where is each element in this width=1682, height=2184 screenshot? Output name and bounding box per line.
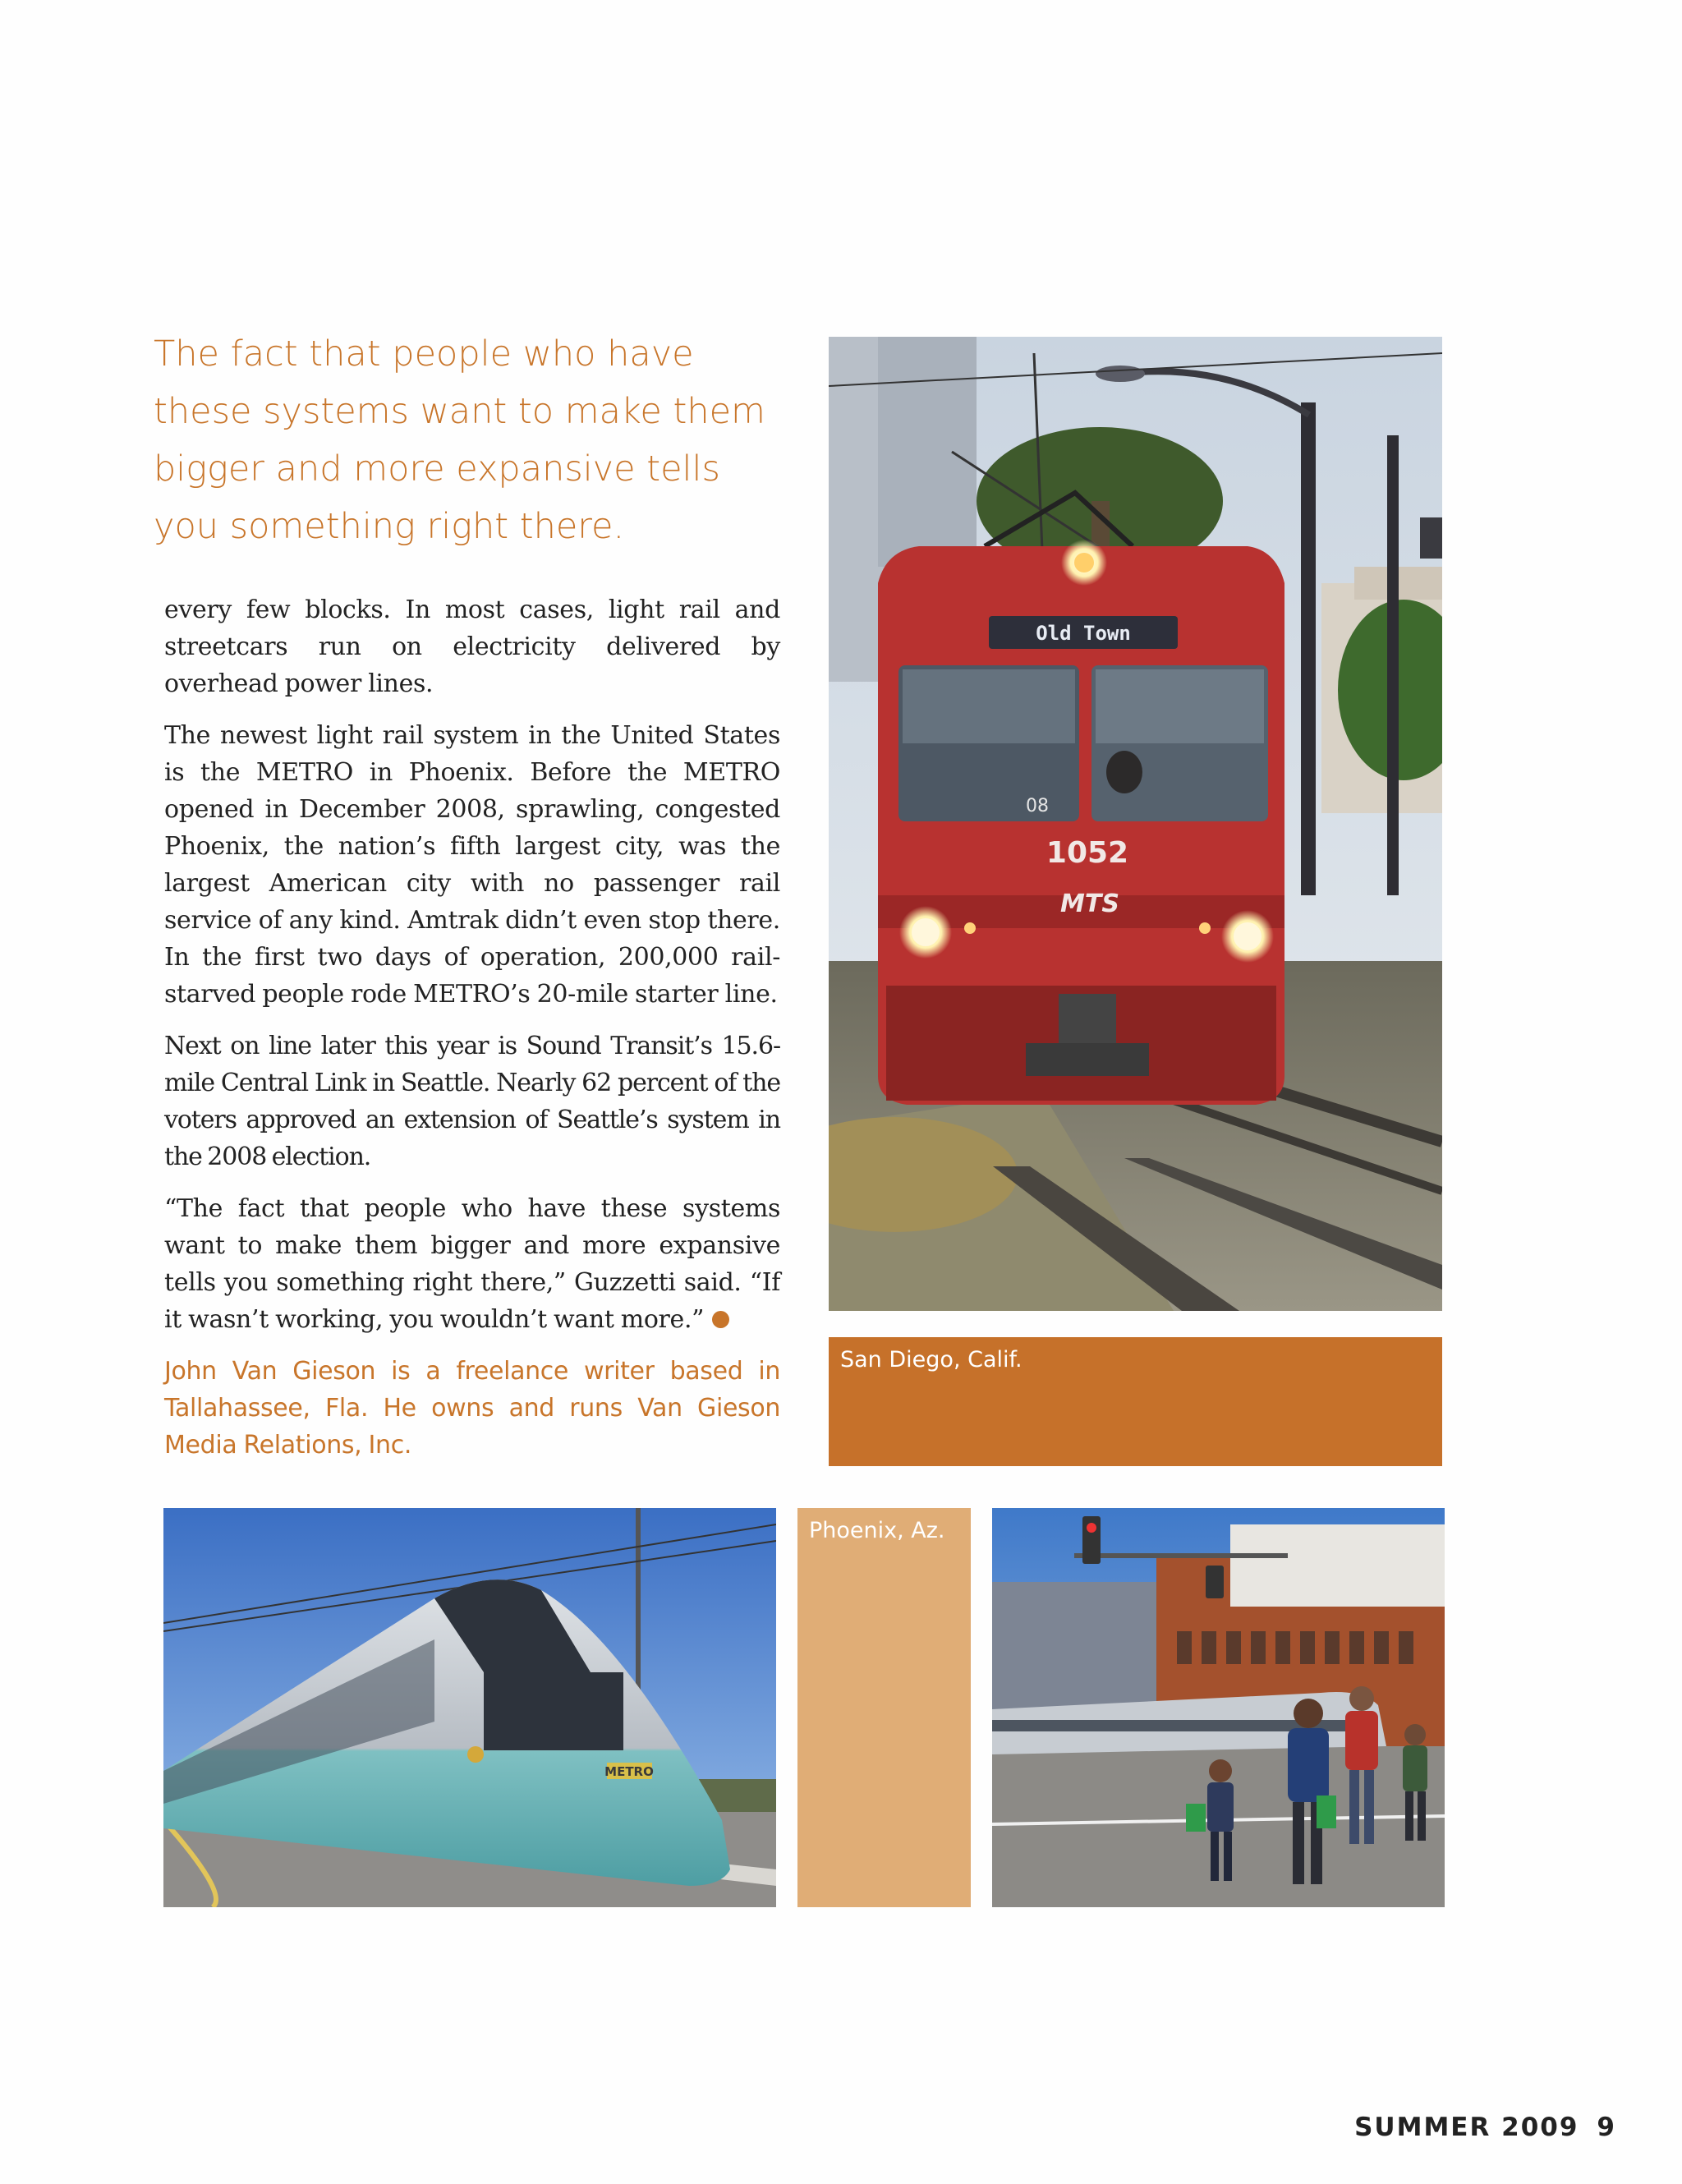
metro-label-text: METRO bbox=[604, 1764, 654, 1779]
phoenix-street-crossing-photo bbox=[992, 1508, 1445, 1907]
end-of-article-bullet-icon bbox=[712, 1311, 729, 1328]
phoenix-street-art bbox=[992, 1508, 1445, 1907]
pull-quote-line: you something right there. bbox=[154, 506, 625, 547]
phoenix-caption: Phoenix, Az. bbox=[809, 1518, 945, 1543]
article-paragraph-text: “The fact that people who have these systems want to make them bigger and more expansive tells you something right there,” Guzzetti said. “If it wasn’t working, you wouldn’t want more.” bbox=[164, 1194, 780, 1334]
phoenix-caption-box bbox=[797, 1508, 971, 1907]
author-bio: John Van Gieson is a freelance writer based in Tallahassee, Fla. He owns and runs Van Gieson Media Relations, Inc. bbox=[164, 1357, 780, 1460]
pull-quote-line: The fact that people who have bbox=[154, 333, 694, 375]
san-diego-caption-box bbox=[829, 1337, 1442, 1466]
issue-label: SUMMER 2009 bbox=[1354, 2113, 1579, 2142]
mts-logo-text: MTS bbox=[1060, 890, 1119, 918]
car-number-text: 1052 bbox=[1046, 836, 1129, 870]
phoenix-light-rail-art bbox=[163, 1508, 776, 1907]
phoenix-light-rail-photo bbox=[163, 1508, 776, 1907]
san-diego-trolley-photo bbox=[829, 337, 1442, 1311]
article-paragraph-last bbox=[164, 1190, 780, 1338]
article-paragraph: Next on line later this year is Sound Transit’s 15.6-mile Central Link in Seattle. Nearly 62 percent of the voters approved an extension of Seattle’s system in the 2008 election. bbox=[164, 1032, 780, 1171]
san-diego-caption: San Diego, Calif. bbox=[840, 1347, 1023, 1372]
article-body bbox=[164, 591, 780, 1478]
destination-sign-text: Old Town bbox=[1036, 622, 1131, 645]
pull-quote bbox=[154, 325, 811, 555]
san-diego-photo-art bbox=[829, 337, 1442, 1311]
pull-quote-line: bigger and more expansive tells bbox=[154, 448, 720, 490]
pull-quote-line: these systems want to make them bbox=[154, 391, 765, 432]
page-number: 9 bbox=[1597, 2113, 1616, 2142]
page-footer bbox=[1354, 2113, 1616, 2142]
article-paragraph: every few blocks. In most cases, light rail and streetcars run on electricity delivered by overhead power lines. bbox=[164, 595, 780, 698]
article-paragraph: The newest light rail system in the United States is the METRO in Phoenix. Before the METRO opened in December 2008, sprawling, congested Phoenix, the nation’s fifth largest city, was the largest American city with no passenger rail service of any kind. Amtrak didn’t even stop there. In the first two days of operation, 200,000 rail-starved people rode METRO’s 20-mile starter line. bbox=[164, 721, 780, 1009]
window-number-text: 08 bbox=[1026, 796, 1049, 816]
